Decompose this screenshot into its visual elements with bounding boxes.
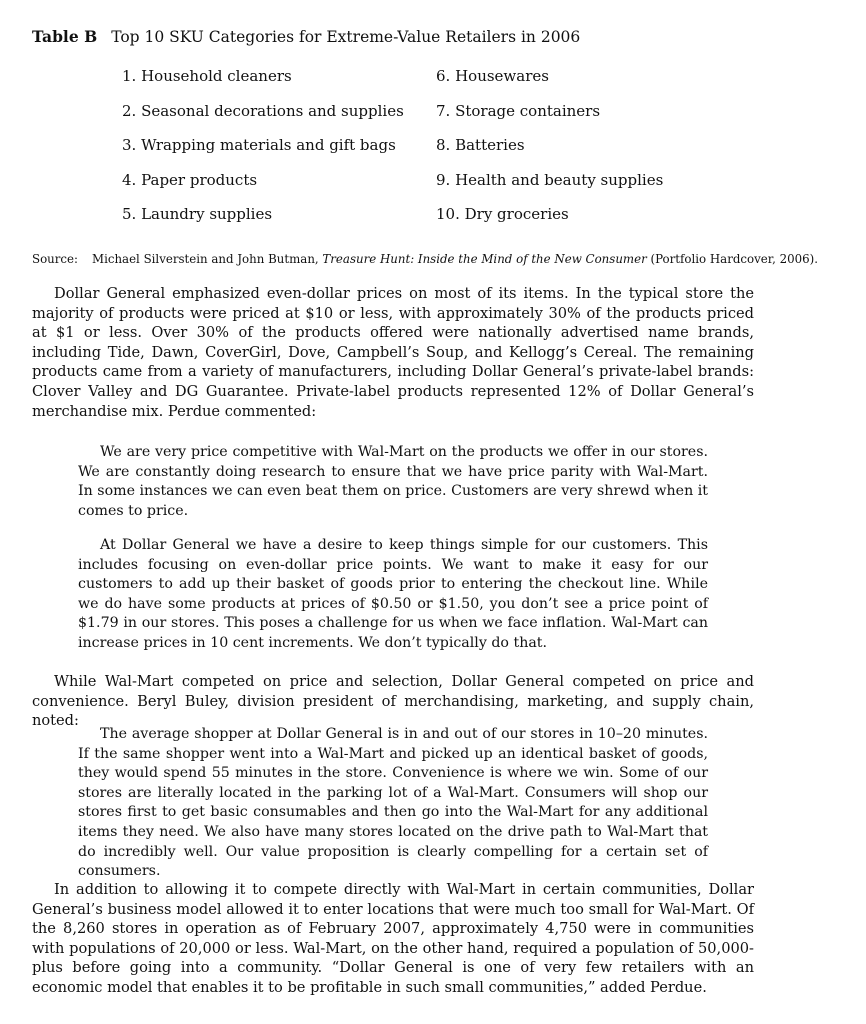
list-item: 8. Batteries bbox=[436, 136, 525, 154]
sku-list-right bbox=[436, 62, 663, 235]
source-authors: Michael Silverstein and John Butman, bbox=[91, 252, 319, 266]
body-paragraph: In addition to allowing it to compete directly with Wal-Mart in certain communities, Dollar General’s business model allowed it to enter locations that were much too small for Wal-Mart. Of the 8,260 stores in operation as of February 2007, approximately 4,750 were in communities with populations of 20,000 or less. Wal-Mart, on the other hand, required a population of 50,000-plus before going into a community. “Dollar General is one of very few retailers with an economic model that enables it to be profitable in such small communities,” added Perdue. bbox=[32, 881, 754, 996]
block-quote: We are very price competitive with Wal-Mart on the products we offer in our stores. We are constantly doing research to ensure that we have price parity with Wal-Mart. In some instances we can even beat them on price. Customers are very shrewd when it comes to price. bbox=[78, 444, 708, 519]
list-item: 6. Housewares bbox=[436, 67, 549, 85]
list-item: 2. Seasonal decorations and supplies bbox=[122, 101, 404, 120]
source-book-title: Treasure Hunt: Inside the Mind of the New Consumer bbox=[322, 252, 647, 266]
list-item: 3. Wrapping materials and gift bags bbox=[122, 136, 396, 154]
body-paragraph: Dollar General emphasized even-dollar prices on most of its items. In the typical store the majority of products were priced at $10 or less, with approximately 30% of the products priced at $1 or less. Over 30% of the products offered were nationally advertised name brands, including Tide, Dawn, CoverGirl, Dove, Campbell’s Soup, and Kellogg’s Cereal. The remaining products came from a variety of manufacturers, including Dollar General’s private-label brands: Clover Valley and DG Guarantee. Private-label products represented 12% of Dollar General’s merchandise mix. Perdue commented: bbox=[32, 285, 754, 420]
source-note bbox=[32, 252, 818, 266]
sku-list-left bbox=[122, 62, 404, 235]
list-item: 7. Storage containers bbox=[436, 101, 601, 120]
table-label: Table B bbox=[32, 27, 98, 46]
list-item: 4. Paper products bbox=[122, 170, 258, 189]
list-item: 5. Laundry supplies bbox=[122, 205, 273, 223]
table-caption: Top 10 SKU Categories for Extreme-Value Retailers in 2006 bbox=[111, 28, 581, 46]
list-item: 10. Dry groceries bbox=[436, 205, 569, 223]
source-label: Source: bbox=[32, 252, 78, 266]
list-item: 1. Household cleaners bbox=[122, 67, 292, 85]
block-quote: The average shopper at Dollar General is in and out of our stores in 10–20 minutes. If the same shopper went into a Wal-Mart and picked up an identical basket of goods, they would spend 55 minutes in the store. Convenience is where we win. Some of our stores are literally located in the parking lot of a Wal-Mart. Consumers will shop our stores first to get basic consumables and then go into the Wal-Mart for any additional items they need. We also have many stores located on the drive path to Wal-Mart that do incredibly well. Our value proposition is clearly compelling for a certain set of consumers. bbox=[78, 726, 708, 880]
table-title bbox=[32, 27, 580, 46]
list-item: 9. Health and beauty supplies bbox=[436, 170, 664, 189]
body-paragraph: While Wal-Mart competed on price and selection, Dollar General competed on price and convenience. Beryl Buley, division president of merchandising, marketing, and supply chain, noted: bbox=[32, 673, 754, 730]
source-publisher: (Portfolio Hardcover, 2006). bbox=[650, 252, 818, 266]
block-quote: At Dollar General we have a desire to keep things simple for our customers. This includes focusing on even-dollar price points. We want to make it easy for our customers to add up their basket of goods prior to entering the checkout line. While we do have some products at prices of $0.50 or $1.50, you don’t see a price point of $1.79 in our stores. This poses a challenge for us when we face inflation. Wal-Mart can increase prices in 10 cent increments. We don’t typically do that. bbox=[78, 537, 708, 651]
